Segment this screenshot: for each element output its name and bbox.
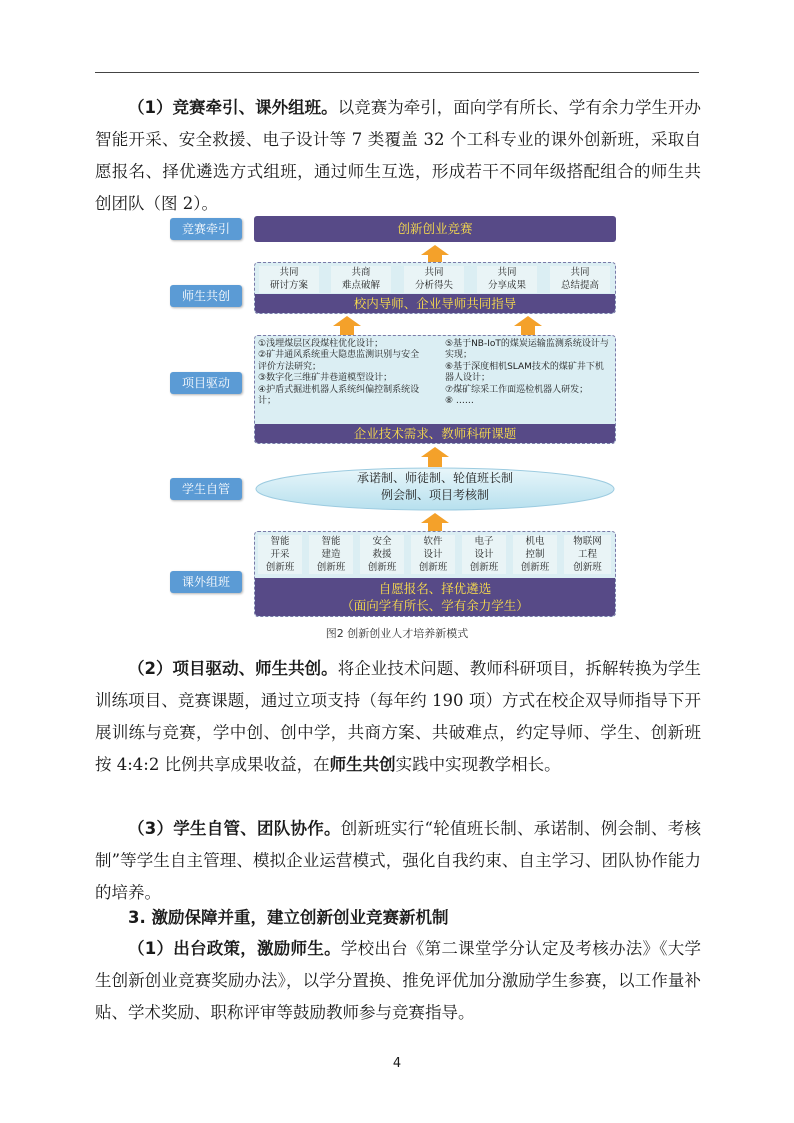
class-cell: 物联网 工程 创新班 bbox=[564, 535, 611, 574]
paragraph-3-body: 创新班实行“轮值班长制、承诺制、例会制、考核制”等学生自主管理、模拟企业运营模式，强化自我约束、自主学习、团队协作能力的培养。 bbox=[95, 819, 701, 902]
label-cocreation: 师生共创 bbox=[170, 285, 242, 307]
classes-panel bbox=[254, 531, 616, 617]
extracurricular-bar: 自愿报名、择优遴选 （面向学有所长、学有余力学生） bbox=[255, 578, 615, 616]
cocreation-panel bbox=[254, 262, 616, 314]
cocreation-cell: 共同 总结提高 bbox=[550, 266, 610, 293]
page-number: 4 bbox=[392, 1056, 402, 1071]
header-rule bbox=[95, 72, 699, 73]
paragraph-4 bbox=[95, 933, 701, 1029]
paragraph-1-body: 以竞赛为牵引，面向学有所长、学有余力学生开办智能开采、安全救援、电子设计等 7 类覆盖 32 个工科专业的课外创新班，采取自愿报名、择优遴选方式组班，通过师生互选，形成若干不同年级搭配组合的师生共创团队（图 2）。 bbox=[95, 98, 702, 213]
cocreation-cell: 共同 研讨方案 bbox=[259, 266, 319, 293]
paragraph-2-emphasis: 师生共创 bbox=[329, 755, 396, 774]
class-cell: 安全 救援 创新班 bbox=[360, 535, 404, 574]
cocreation-cell: 共商 难点破解 bbox=[331, 266, 391, 293]
project-panel bbox=[254, 335, 616, 444]
paragraph-4-body: 学校出台《第二课堂学分认定及考核办法》《大学生创新创业竞赛奖励办法》，以学分置换、推免评优加分激励学生参赛，以工作量补贴、学术奖励、职称评审等鼓励教师参与竞赛指导。 bbox=[95, 939, 702, 1022]
class-cell: 智能 建造 创新班 bbox=[309, 535, 353, 574]
paragraph-2 bbox=[95, 653, 701, 781]
label-extracurricular: 课外组班 bbox=[170, 571, 242, 593]
label-competition: 竞赛牵引 bbox=[170, 218, 242, 240]
project-list-right: ⑤基于NB-IoT的煤炭运输监测系统设计与实现； ⑥基于深度相机SLAM技术的煤矿井下机器人设计； ⑦煤矿综采工作面巡检机器人研发； ⑧ …… bbox=[445, 339, 609, 407]
paragraph-3 bbox=[95, 813, 701, 909]
paragraph-2-body-b: 实践中实现教学相长。 bbox=[395, 755, 561, 774]
competition-bar: 创新创业竞赛 bbox=[254, 216, 616, 242]
section-3-title: 3. 激励保障并重，建立创新创业竞赛新机制 bbox=[128, 908, 449, 927]
paragraph-3-heading: （3）学生自管、团队协作。 bbox=[128, 819, 341, 838]
label-project: 项目驱动 bbox=[170, 372, 242, 394]
label-selfmanage: 学生自管 bbox=[170, 478, 242, 500]
paragraph-2-heading: （2）项目驱动、师生共创。 bbox=[128, 659, 338, 678]
class-cell: 电子 设计 创新班 bbox=[462, 535, 506, 574]
figure-caption: 图2 创新创业人才培养新模式 bbox=[325, 627, 469, 640]
paragraph-4-heading: （1）出台政策，激励师生。 bbox=[128, 939, 341, 958]
figure-2 bbox=[170, 213, 622, 618]
paragraph-1-heading: （1）竞赛牵引、课外组班。 bbox=[128, 98, 338, 117]
cocreation-cell: 共同 分析得失 bbox=[404, 266, 464, 293]
cocreation-bar: 校内导师、企业导师共同指导 bbox=[255, 294, 615, 313]
cocreation-cell: 共同 分享成果 bbox=[477, 266, 537, 293]
paragraph-2-body-a: 将企业技术问题、教师科研项目，拆解转换为学生训练项目、竞赛课题，通过立项支持（每年约 190 项）方式在校企双导师指导下开展训练与竞赛，学中创、创中学，共商方案、共破难点，约定导师、学生、创新班按 4:4:2 比例共享成果收益，在 bbox=[95, 659, 702, 774]
project-list-left: ①浅埋煤层区段煤柱优化设计； ②矿井通风系统重大隐患监测识别与安全评价方法研究； ③数字化三维矿井巷道模型设计； ④护盾式掘进机器人系统纠偏控制系统设计； bbox=[258, 339, 420, 407]
class-cell: 软件 设计 创新班 bbox=[411, 535, 455, 574]
paragraph-1 bbox=[95, 92, 701, 220]
class-cell: 智能 开采 创新班 bbox=[258, 535, 302, 574]
project-bar: 企业技术需求、教师科研课题 bbox=[255, 424, 615, 443]
selfmanage-text: 承诺制、师徒制、轮值班长制 例会制、项目考核制 bbox=[356, 471, 513, 502]
section-heading bbox=[95, 902, 701, 934]
class-cell: 机电 控制 创新班 bbox=[513, 535, 557, 574]
